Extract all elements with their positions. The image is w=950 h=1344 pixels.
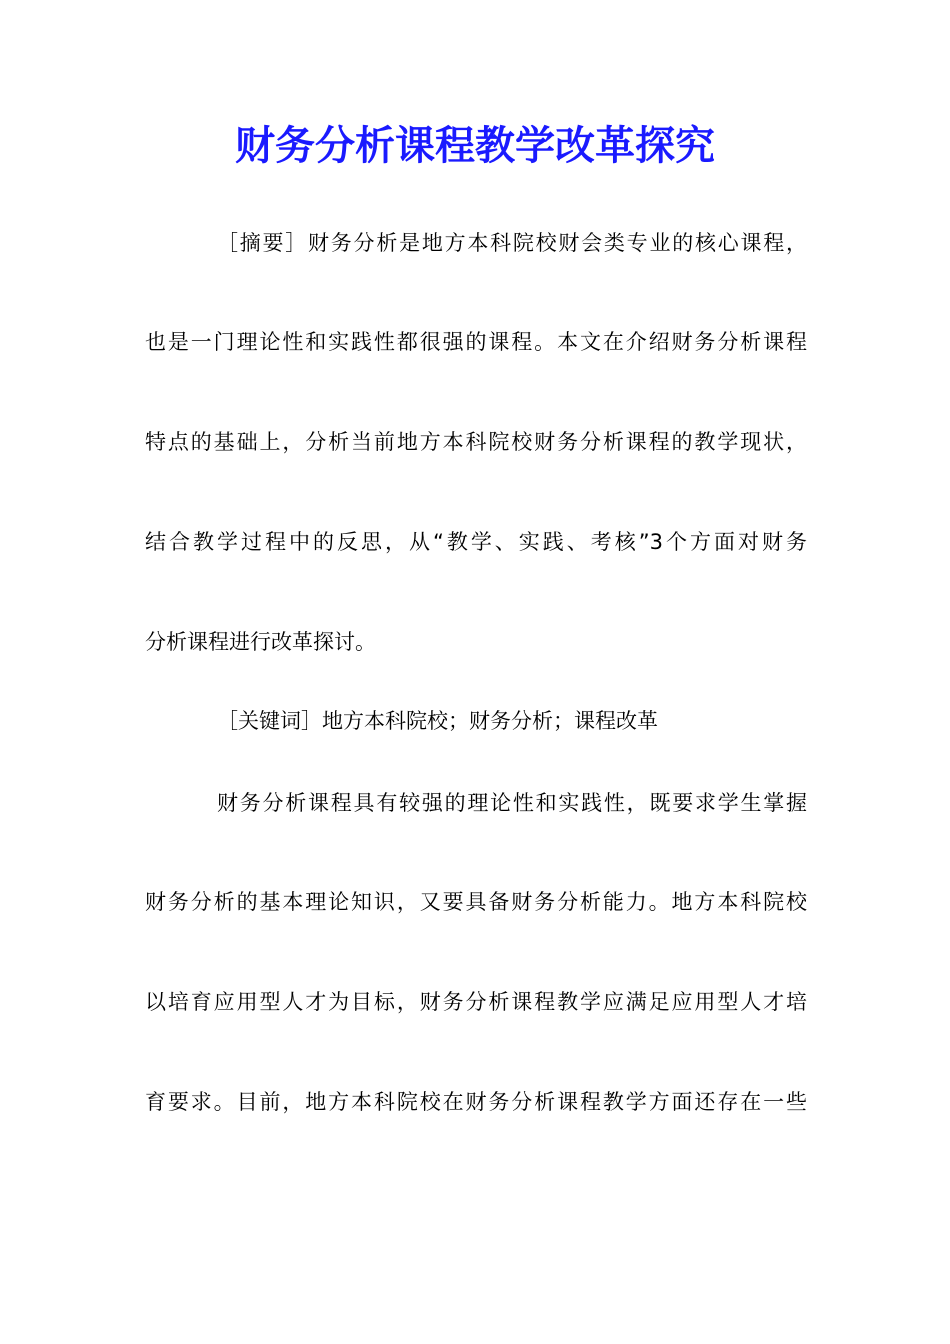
body-line: 育要求。目前，地方本科院校在财务分析课程教学方面还存在一些	[145, 1090, 807, 1114]
abstract-line: 结合教学过程中的反思，从“教学、实践、考核”3个方面对财务	[145, 530, 807, 554]
body-line: 财务分析课程具有较强的理论性和实践性，既要求学生掌握	[217, 791, 807, 815]
document-title: 财务分析课程教学改革探究	[235, 122, 715, 169]
abstract-line: ［摘要］财务分析是地方本科院校财会类专业的核心课程，	[217, 231, 807, 255]
keywords-line: ［关键词］地方本科院校；财务分析；课程改革	[217, 709, 658, 733]
body-line: 财务分析的基本理论知识，又要具备财务分析能力。地方本科院校	[145, 890, 807, 914]
abstract-line: 分析课程进行改革探讨。	[145, 630, 376, 654]
abstract-line: 也是一门理论性和实践性都很强的课程。本文在介绍财务分析课程	[145, 330, 807, 354]
abstract-line: 特点的基础上，分析当前地方本科院校财务分析课程的教学现状，	[145, 430, 807, 454]
body-line: 以培育应用型人才为目标，财务分析课程教学应满足应用型人才培	[145, 990, 807, 1014]
